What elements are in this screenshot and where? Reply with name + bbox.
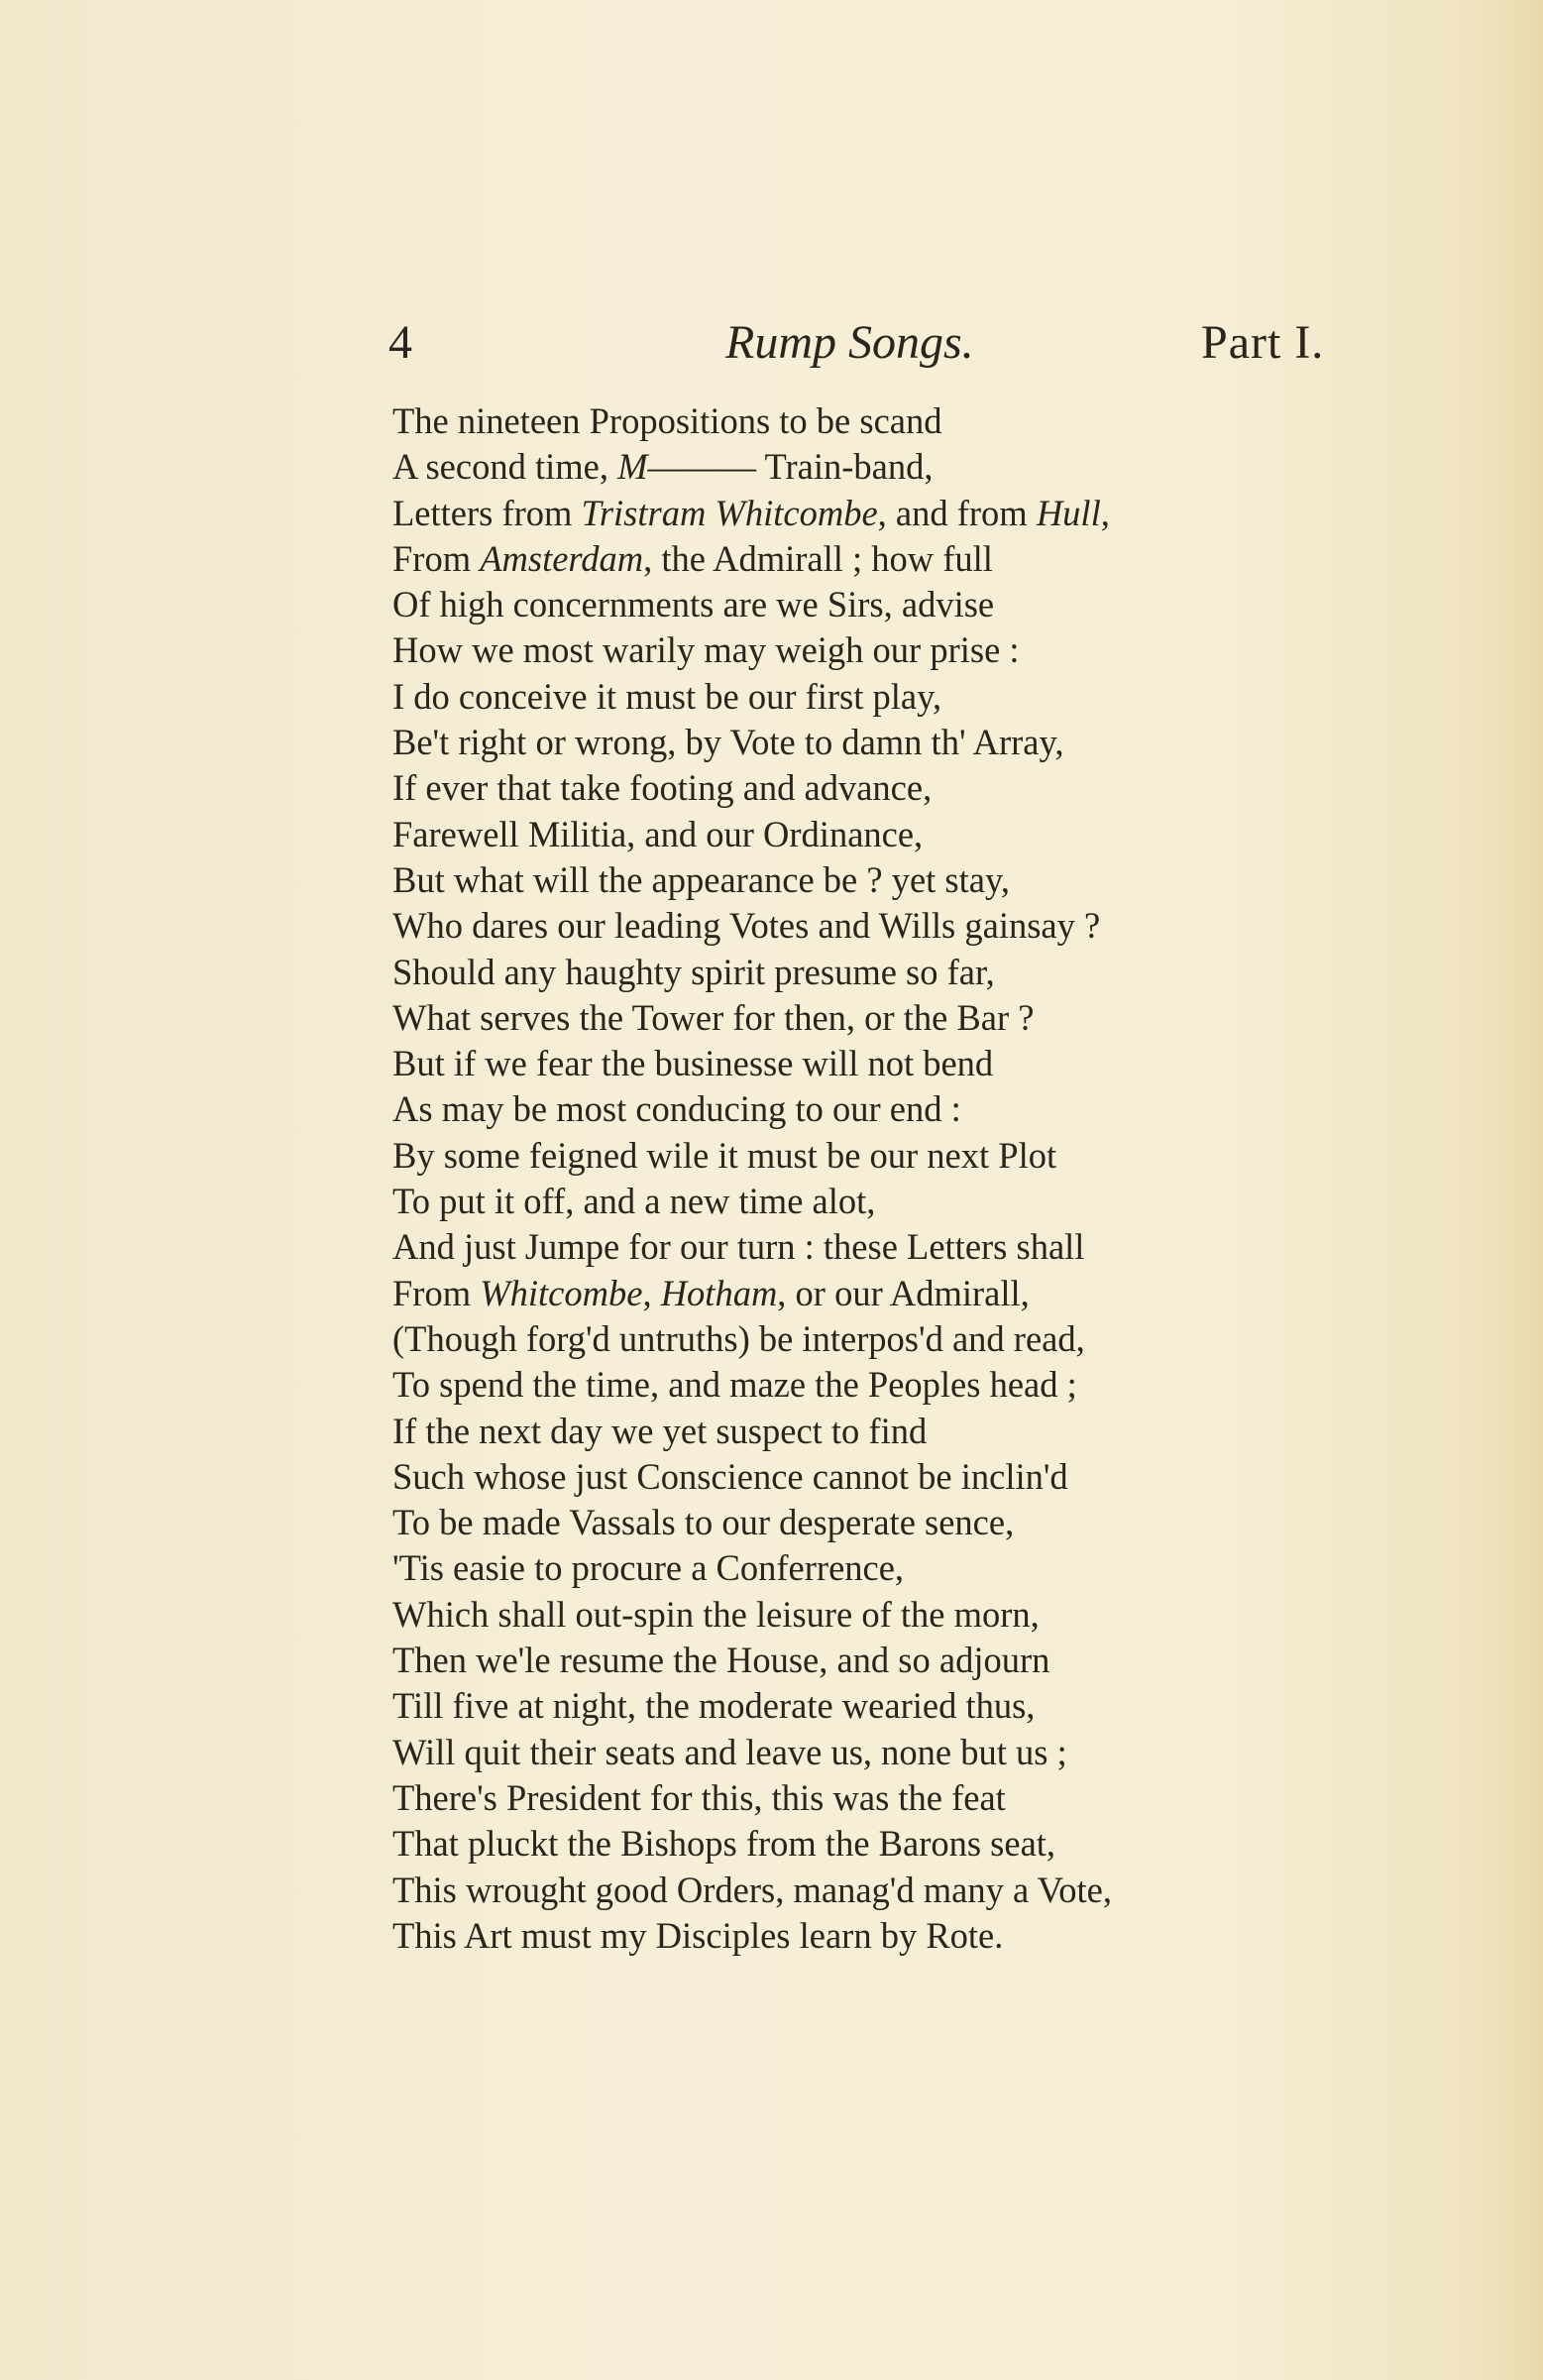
poem-text (392, 398, 1383, 1959)
poem-text-segment: If ever that take footing and advance, (392, 767, 933, 809)
poem-italic-text: Amsterdam (480, 537, 644, 579)
poem-text-segment: Letters from (392, 492, 582, 533)
poem-line (392, 903, 1383, 949)
poem-line (392, 536, 1383, 582)
poem-line (392, 398, 1383, 444)
poem-text-segment: , or our Admirall, (777, 1272, 1030, 1313)
poem-line (392, 1316, 1383, 1362)
page-number: 4 (388, 316, 412, 369)
poem-line (392, 582, 1383, 627)
running-title: Rump Songs. (725, 316, 974, 369)
poem-text-segment: Till five at night, the moderate wearied thus, (392, 1685, 1036, 1727)
poem-line (392, 674, 1383, 720)
poem-text-segment: , (1100, 492, 1110, 533)
poem-line (392, 1133, 1383, 1179)
poem-text-segment: This wrought good Orders, manag'd many a Vote, (392, 1869, 1112, 1910)
poem-line (392, 491, 1383, 536)
poem-text-segment: Which shall out-spin the leisure of the morn, (392, 1593, 1040, 1635)
poem-text-segment: A second time, (392, 446, 618, 488)
poem-text-segment: But what will the appearance be ? yet stay, (392, 858, 1010, 900)
poem-text-segment: Farewell Militia, and our Ordinance, (392, 813, 924, 854)
poem-italic-text: M (617, 446, 648, 488)
poem-text-segment: From (392, 537, 481, 579)
poem-line (392, 812, 1383, 857)
poem-line (392, 1913, 1383, 1959)
poem-text-segment: 'Tis easie to procure a Conferrence, (392, 1547, 905, 1589)
poem-line (392, 1500, 1383, 1545)
poem-text-segment: To spend the time, and maze the Peoples head ; (392, 1364, 1077, 1406)
poem-line (392, 720, 1383, 765)
poem-line (392, 1409, 1383, 1454)
poem-line (392, 1362, 1383, 1408)
poem-text-segment: Of high concernments are we Sirs, advise (392, 584, 995, 625)
poem-text-segment: ——— Train-band, (647, 446, 934, 488)
poem-line (392, 857, 1383, 903)
poem-text-segment: To put it off, and a new time alot, (392, 1181, 876, 1222)
poem-line (392, 1730, 1383, 1775)
poem-text-segment: Be't right or wrong, by Vote to damn th' Array, (392, 722, 1064, 763)
poem-text-segment: By some feigned wile it must be our next Plot (392, 1134, 1057, 1176)
poem-text-segment: Who dares our leading Votes and Wills gainsay ? (392, 905, 1101, 947)
poem-text-segment: Will quit their seats and leave us, none but us ; (392, 1731, 1067, 1772)
poem-text-segment: But if we fear the businesse will not bend (392, 1043, 994, 1084)
poem-text-segment: , the Admirall ; how full (643, 537, 993, 579)
poem-text-segment: To be made Vassals to our desperate sence, (392, 1502, 1015, 1543)
poem-line (392, 1592, 1383, 1638)
poem-text-segment: This Art must my Disciples learn by Rote. (392, 1914, 1004, 1956)
poem-line (392, 950, 1383, 995)
poem-text-segment: What serves the Tower for then, or the Bar ? (392, 996, 1035, 1038)
poem-text-segment: Such whose just Conscience cannot be inclin'd (392, 1455, 1068, 1497)
poem-line (392, 1638, 1383, 1683)
poem-line (392, 1086, 1383, 1132)
poem-text-segment: And just Jumpe for our turn : these Letters shall (392, 1226, 1085, 1268)
poem-text-segment: If the next day we yet suspect to find (392, 1410, 928, 1451)
poem-text-segment: That pluckt the Bishops from the Barons seat, (392, 1823, 1056, 1865)
poem-line (392, 1868, 1383, 1913)
poem-line (392, 1545, 1383, 1591)
poem-italic-text: Tristram Whitcombe (581, 492, 878, 533)
poem-italic-text: Hull (1036, 492, 1101, 533)
poem-text-segment: As may be most conducing to our end : (392, 1088, 961, 1130)
poem-line (392, 1775, 1383, 1821)
poem-line (392, 765, 1383, 811)
poem-line (392, 444, 1383, 490)
poem-text-segment: The nineteen Propositions to be scand (392, 400, 942, 441)
poem-text-segment: (Though forg'd untruths) be interpos'd and read, (392, 1317, 1085, 1359)
poem-line (392, 1179, 1383, 1224)
poem-text-segment: There's President for this, this was the feat (392, 1776, 1006, 1818)
part-label: Part I. (1201, 316, 1325, 369)
poem-line (392, 1224, 1383, 1270)
poem-text-segment: , (642, 1272, 661, 1313)
poem-italic-text: Hotham (660, 1272, 778, 1313)
poem-text-segment: Should any haughty spirit presume so far, (392, 951, 995, 992)
poem-line (392, 1683, 1383, 1729)
poem-italic-text: Whitcombe (480, 1272, 643, 1313)
poem-text-segment: From (392, 1272, 481, 1313)
page-header (388, 315, 1360, 375)
poem-text-segment: I do conceive it must be our first play, (392, 675, 942, 717)
poem-line (392, 1271, 1383, 1316)
poem-text-segment: How we most warily may weigh our prise : (392, 629, 1020, 671)
poem-line (392, 1821, 1383, 1867)
poem-line (392, 1041, 1383, 1086)
poem-line (392, 627, 1383, 673)
poem-text-segment: Then we'le resume the House, and so adjourn (392, 1640, 1050, 1681)
poem-line (392, 1454, 1383, 1500)
poem-line (392, 995, 1383, 1041)
poem-text-segment: , and from (877, 492, 1037, 533)
